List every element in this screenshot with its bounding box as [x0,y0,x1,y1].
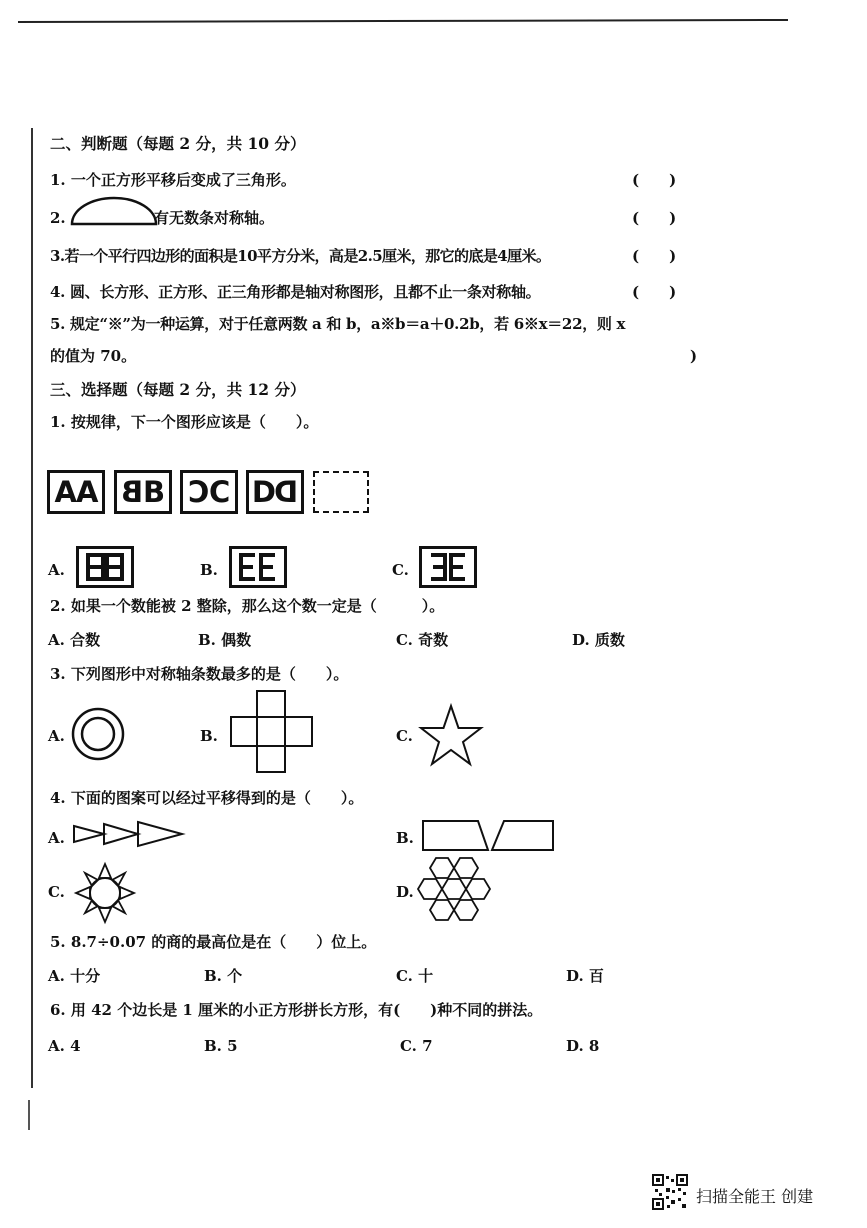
choice-q5: 5. 8.7÷0.07 的商的最高位是在（ ）位上。 [50,933,377,951]
q4-sun-figure [70,858,140,928]
q3-ring-figure [70,706,126,762]
q5-option-c[interactable]: C. 十 [396,967,434,985]
q1-option-b[interactable]: B. [200,561,218,579]
judge-q1: 1. 一个正方形平移后变成了三角形。 [50,171,296,189]
q1-option-c[interactable]: C. [392,561,409,579]
judge-q5-answer[interactable]: ) [690,347,698,365]
q1-option-a[interactable]: A. [48,561,65,579]
judge-q1-answer[interactable]: ( ) [632,171,677,189]
section3-heading: 三、选择题（每题 2 分，共 12 分） [50,380,306,399]
q6-option-d[interactable]: D. 8 [566,1037,600,1055]
q6-option-a[interactable]: A. 4 [48,1037,81,1055]
q2-option-a[interactable]: A. 合数 [48,631,101,649]
sequence-box-blank [313,471,369,513]
q2-option-c[interactable]: C. 奇数 [396,631,449,649]
q6-option-b[interactable]: B. 5 [204,1037,238,1055]
q3-option-c[interactable]: C. [396,727,413,745]
q4-option-b[interactable]: B. [396,829,414,847]
q1-option-c-figure [419,546,477,588]
judge-q5: 5. 规定“※”为一种运算，对于任意两数 a 和 b，a※b＝a＋0.2b，若 6※x＝22，则 x [50,315,626,333]
margin-line-tail [28,1100,30,1130]
q1-option-b-figure [229,546,287,588]
choice-q4: 4. 下面的图案可以经过平移得到的是（ ）。 [50,789,364,807]
choice-q1: 1. 按规律，下一个图形应该是（ ）。 [50,413,319,431]
q2-option-d[interactable]: D. 质数 [572,631,625,649]
semicircle-figure [70,196,160,226]
q4-option-d[interactable]: D. [396,883,414,901]
choice-q3: 3. 下列图形中对称轴条数最多的是（ ）。 [50,665,349,683]
q1-option-a-figure [76,546,134,588]
q3-cross-figure [230,690,314,774]
choice-q2: 2. 如果一个数能被 2 整除，那么这个数一定是（ ）。 [50,597,445,615]
choice-q6: 6. 用 42 个边长是 1 厘米的小正方形拼长方形，有( )种不同的拼法。 [50,1001,543,1019]
q6-option-c[interactable]: C. 7 [400,1037,433,1055]
sequence-box-aa: AA [47,470,105,514]
q4-trapezoids-figure [422,820,554,852]
q4-option-c[interactable]: C. [48,883,65,901]
judge-q4: 4. 圆、长方形、正方形、正三角形都是轴对称图形，且都不止一条对称轴。 [50,283,541,301]
margin-line [31,128,33,1088]
section2-heading: 二、判断题（每题 2 分，共 10 分） [50,134,306,153]
q5-option-a[interactable]: A. 十分 [48,967,101,985]
q2-option-b[interactable]: B. 偶数 [198,631,252,649]
qr-code-icon [652,1174,688,1210]
q4-option-a[interactable]: A. [48,829,65,847]
q3-star-figure [418,704,484,766]
q3-option-a[interactable]: A. [48,727,65,745]
q5-option-d[interactable]: D. 百 [566,967,604,985]
top-rule [18,19,788,23]
sequence-box-bb: B B [114,470,172,514]
sequence-box-dd: D D [246,470,304,514]
judge-q2: 有无数条对称轴。 [154,209,275,227]
judge-q2-answer[interactable]: ( ) [632,209,677,227]
judge-q2-num: 2. [50,209,66,227]
sequence-box-cc: C C [180,470,238,514]
q4-hexagons-figure [418,856,490,924]
judge-q4-answer[interactable]: ( ) [632,283,677,301]
judge-q3-answer[interactable]: ( ) [632,247,677,265]
q5-option-b[interactable]: B. 个 [204,967,243,985]
scanner-watermark: 扫描全能王 创建 [696,1187,814,1206]
q4-triangles-figure [72,820,184,848]
q3-option-b[interactable]: B. [200,727,218,745]
judge-q3: 3.若一个平行四边形的面积是10平方分米，高是2.5厘米，那它的底是4厘米。 [50,247,551,265]
judge-q5-line2: 的值为 70。 [50,347,137,365]
